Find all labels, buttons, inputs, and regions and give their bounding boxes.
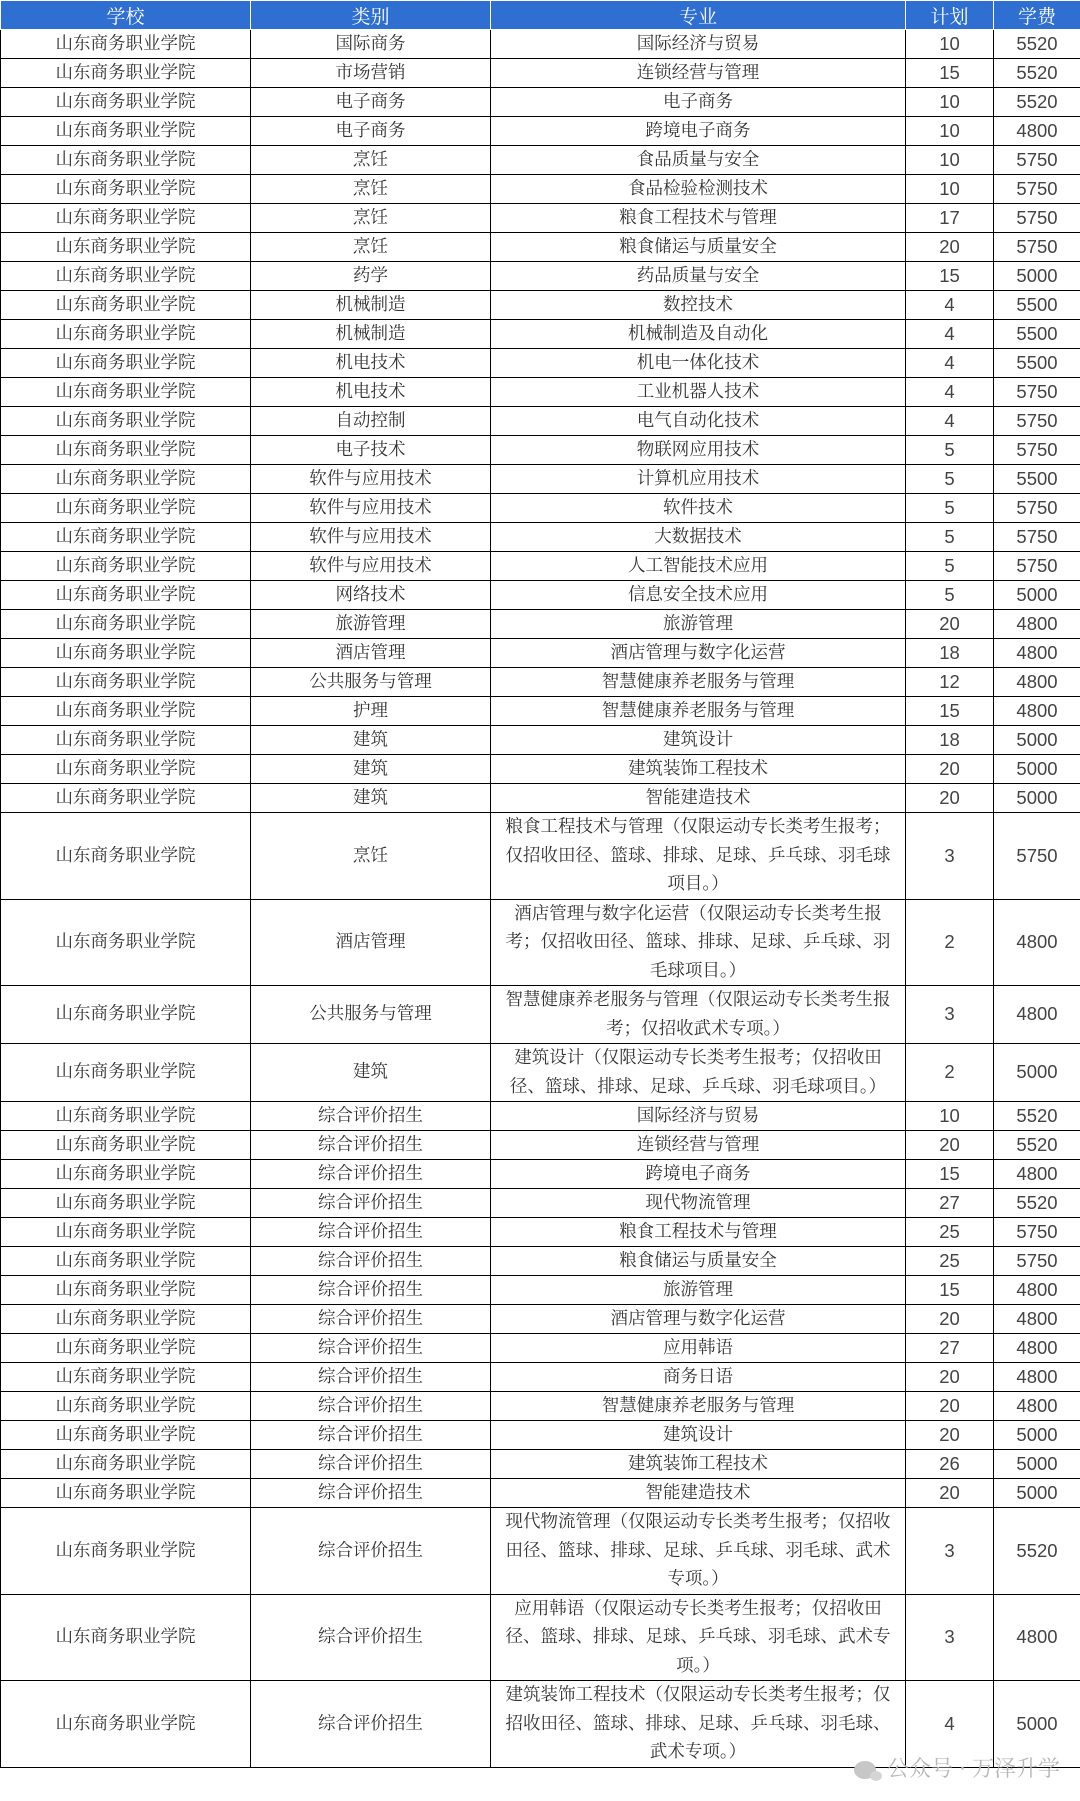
cell-category: 综合评价招生 [251,1247,491,1276]
table-row [1,784,1080,813]
table-row [1,581,1080,610]
cell-major: 智能建造技术 [491,1479,906,1508]
cell-school: 山东商务职业学院 [1,88,251,117]
cell-plan: 18 [906,639,994,668]
cell-major: 大数据技术 [491,523,906,552]
cell-plan: 4 [906,349,994,378]
cell-fee: 5520 [994,59,1080,88]
cell-plan: 10 [906,146,994,175]
table-row [1,1305,1080,1334]
cell-major: 物联网应用技术 [491,436,906,465]
cell-school: 山东商务职业学院 [1,668,251,697]
cell-school: 山东商务职业学院 [1,436,251,465]
cell-major: 机械制造及自动化 [491,320,906,349]
cell-category: 烹饪 [251,233,491,262]
cell-school: 山东商务职业学院 [1,1044,251,1102]
cell-plan: 3 [906,1508,994,1595]
cell-plan: 5 [906,552,994,581]
cell-plan: 27 [906,1189,994,1218]
table-header-row [1,1,1080,30]
cell-major: 药品质量与安全 [491,262,906,291]
cell-major: 计算机应用技术 [491,465,906,494]
cell-plan: 15 [906,1160,994,1189]
cell-school: 山东商务职业学院 [1,986,251,1044]
cell-category: 机械制造 [251,320,491,349]
cell-major: 信息安全技术应用 [491,581,906,610]
cell-category: 网络技术 [251,581,491,610]
cell-school: 山东商务职业学院 [1,1508,251,1595]
cell-fee: 5750 [994,552,1080,581]
table-row [1,986,1080,1044]
cell-fee: 4800 [994,1160,1080,1189]
cell-fee: 4800 [994,1594,1080,1681]
cell-fee: 5000 [994,262,1080,291]
cell-school: 山东商务职业学院 [1,291,251,320]
cell-major: 智慧健康养老服务与管理 [491,1392,906,1421]
cell-category: 机电技术 [251,378,491,407]
cell-fee: 5750 [994,436,1080,465]
cell-school: 山东商务职业学院 [1,581,251,610]
cell-school: 山东商务职业学院 [1,697,251,726]
cell-plan: 3 [906,813,994,900]
cell-fee: 4800 [994,986,1080,1044]
cell-fee: 4800 [994,639,1080,668]
cell-major: 智慧健康养老服务与管理（仅限运动专长类考生报考；仅招收武术专项。） [491,986,906,1044]
cell-major: 应用韩语 [491,1334,906,1363]
table-row [1,726,1080,755]
cell-fee: 5750 [994,204,1080,233]
cell-major: 酒店管理与数字化运营（仅限运动专长类考生报考；仅招收田径、篮球、排球、足球、乒乓球、羽毛球项目。） [491,899,906,986]
table-row [1,494,1080,523]
cell-plan: 20 [906,1421,994,1450]
table-row [1,407,1080,436]
cell-plan: 5 [906,494,994,523]
table-row [1,639,1080,668]
cell-school: 山东商务职业学院 [1,1363,251,1392]
cell-plan: 10 [906,30,994,59]
table-row [1,899,1080,986]
cell-school: 山东商务职业学院 [1,233,251,262]
header-major: 专业 [491,1,906,30]
cell-category: 综合评价招生 [251,1594,491,1681]
cell-category: 电子商务 [251,88,491,117]
table-row [1,1276,1080,1305]
cell-school: 山东商务职业学院 [1,1479,251,1508]
cell-category: 建筑 [251,1044,491,1102]
cell-category: 综合评价招生 [251,1450,491,1479]
cell-fee: 5750 [994,523,1080,552]
cell-school: 山东商务职业学院 [1,320,251,349]
cell-plan: 20 [906,1392,994,1421]
cell-fee: 4800 [994,697,1080,726]
cell-category: 综合评价招生 [251,1508,491,1595]
table-row [1,88,1080,117]
cell-category: 酒店管理 [251,899,491,986]
table-row [1,204,1080,233]
cell-school: 山东商务职业学院 [1,1305,251,1334]
cell-major: 建筑设计 [491,726,906,755]
cell-plan: 5 [906,436,994,465]
cell-plan: 3 [906,986,994,1044]
cell-school: 山东商务职业学院 [1,1102,251,1131]
cell-fee: 5750 [994,233,1080,262]
cell-category: 综合评价招生 [251,1421,491,1450]
cell-category: 软件与应用技术 [251,523,491,552]
cell-category: 综合评价招生 [251,1305,491,1334]
cell-major: 建筑装饰工程技术 [491,755,906,784]
table-row [1,1160,1080,1189]
cell-category: 综合评价招生 [251,1189,491,1218]
cell-fee: 5520 [994,1508,1080,1595]
cell-category: 综合评价招生 [251,1276,491,1305]
cell-school: 山东商务职业学院 [1,146,251,175]
cell-category: 自动控制 [251,407,491,436]
cell-category: 烹饪 [251,204,491,233]
cell-major: 跨境电子商务 [491,117,906,146]
cell-school: 山东商务职业学院 [1,1392,251,1421]
cell-fee: 4800 [994,117,1080,146]
table-row [1,1131,1080,1160]
cell-fee: 5520 [994,1131,1080,1160]
cell-school: 山东商务职业学院 [1,552,251,581]
table-row [1,349,1080,378]
table-row [1,117,1080,146]
cell-major: 建筑设计（仅限运动专长类考生报考；仅招收田径、篮球、排球、足球、乒乓球、羽毛球项目。） [491,1044,906,1102]
table-row [1,175,1080,204]
cell-fee: 5520 [994,1102,1080,1131]
cell-category: 综合评价招生 [251,1160,491,1189]
cell-plan: 2 [906,1044,994,1102]
cell-plan: 4 [906,320,994,349]
cell-school: 山东商务职业学院 [1,1421,251,1450]
cell-major: 现代物流管理（仅限运动专长类考生报考；仅招收田径、篮球、排球、足球、乒乓球、羽毛球、武术专项。） [491,1508,906,1595]
table-row [1,30,1080,59]
header-plan: 计划 [906,1,994,30]
table-row [1,1594,1080,1681]
cell-category: 烹饪 [251,813,491,900]
cell-category: 建筑 [251,726,491,755]
table-row [1,1508,1080,1595]
cell-school: 山东商务职业学院 [1,1594,251,1681]
cell-school: 山东商务职业学院 [1,1160,251,1189]
cell-fee: 5750 [994,494,1080,523]
cell-plan: 5 [906,465,994,494]
cell-category: 公共服务与管理 [251,668,491,697]
cell-plan: 4 [906,407,994,436]
cell-fee: 4800 [994,1363,1080,1392]
cell-major: 建筑装饰工程技术（仅限运动专长类考生报考；仅招收田径、篮球、排球、足球、乒乓球、羽毛球、武术专项。） [491,1681,906,1768]
cell-major: 旅游管理 [491,1276,906,1305]
cell-plan: 12 [906,668,994,697]
cell-plan: 20 [906,755,994,784]
cell-category: 软件与应用技术 [251,465,491,494]
cell-category: 国际商务 [251,30,491,59]
cell-major: 酒店管理与数字化运营 [491,1305,906,1334]
cell-school: 山东商务职业学院 [1,899,251,986]
table-row [1,610,1080,639]
cell-fee: 5500 [994,291,1080,320]
cell-category: 市场营销 [251,59,491,88]
cell-category: 电子商务 [251,117,491,146]
cell-category: 综合评价招生 [251,1479,491,1508]
cell-major: 数控技术 [491,291,906,320]
table-row [1,1681,1080,1768]
cell-school: 山东商务职业学院 [1,610,251,639]
cell-fee: 5000 [994,726,1080,755]
cell-school: 山东商务职业学院 [1,1131,251,1160]
cell-school: 山东商务职业学院 [1,204,251,233]
cell-plan: 18 [906,726,994,755]
cell-fee: 5520 [994,30,1080,59]
table-row [1,1044,1080,1102]
cell-major: 软件技术 [491,494,906,523]
cell-category: 药学 [251,262,491,291]
cell-plan: 2 [906,899,994,986]
header-category: 类别 [251,1,491,30]
table-body [1,30,1080,1768]
cell-major: 粮食储运与质量安全 [491,233,906,262]
cell-fee: 5000 [994,1044,1080,1102]
cell-category: 电子技术 [251,436,491,465]
cell-fee: 5000 [994,1681,1080,1768]
cell-school: 山东商务职业学院 [1,523,251,552]
cell-plan: 20 [906,784,994,813]
cell-school: 山东商务职业学院 [1,639,251,668]
cell-major: 粮食工程技术与管理 [491,204,906,233]
cell-fee: 5750 [994,175,1080,204]
cell-major: 粮食工程技术与管理 [491,1218,906,1247]
cell-plan: 10 [906,88,994,117]
cell-major: 建筑装饰工程技术 [491,1450,906,1479]
cell-school: 山东商务职业学院 [1,117,251,146]
cell-school: 山东商务职业学院 [1,175,251,204]
table-row [1,465,1080,494]
cell-school: 山东商务职业学院 [1,1247,251,1276]
watermark-separator: · [958,1757,966,1782]
cell-major: 智慧健康养老服务与管理 [491,697,906,726]
cell-plan: 20 [906,233,994,262]
cell-major: 食品检验检测技术 [491,175,906,204]
cell-major: 旅游管理 [491,610,906,639]
cell-major: 人工智能技术应用 [491,552,906,581]
cell-plan: 15 [906,262,994,291]
cell-school: 山东商务职业学院 [1,378,251,407]
cell-major: 粮食工程技术与管理（仅限运动专长类考生报考；仅招收田径、篮球、排球、足球、乒乓球、羽毛球项目。） [491,813,906,900]
cell-school: 山东商务职业学院 [1,1189,251,1218]
cell-category: 酒店管理 [251,639,491,668]
cell-fee: 5500 [994,349,1080,378]
cell-major: 建筑设计 [491,1421,906,1450]
watermark-name: 万泽升学 [971,1757,1060,1782]
cell-fee: 5520 [994,1189,1080,1218]
table-row [1,523,1080,552]
cell-plan: 4 [906,1681,994,1768]
cell-category: 建筑 [251,784,491,813]
table-row [1,1247,1080,1276]
cell-major: 电气自动化技术 [491,407,906,436]
cell-plan: 4 [906,378,994,407]
table-row [1,146,1080,175]
cell-fee: 4800 [994,1334,1080,1363]
cell-major: 应用韩语（仅限运动专长类考生报考；仅招收田径、篮球、排球、足球、乒乓球、羽毛球、武术专项。） [491,1594,906,1681]
table-row [1,755,1080,784]
cell-school: 山东商务职业学院 [1,262,251,291]
table-row [1,697,1080,726]
cell-school: 山东商务职业学院 [1,784,251,813]
cell-school: 山东商务职业学院 [1,349,251,378]
cell-fee: 5750 [994,378,1080,407]
cell-category: 综合评价招生 [251,1218,491,1247]
watermark-label: 公众号 [886,1757,953,1782]
cell-fee: 5000 [994,755,1080,784]
cell-category: 综合评价招生 [251,1392,491,1421]
cell-major: 智慧健康养老服务与管理 [491,668,906,697]
table-row [1,291,1080,320]
cell-fee: 5000 [994,784,1080,813]
table-row [1,552,1080,581]
cell-plan: 10 [906,117,994,146]
cell-school: 山东商务职业学院 [1,1276,251,1305]
cell-category: 机械制造 [251,291,491,320]
cell-plan: 5 [906,581,994,610]
cell-major: 工业机器人技术 [491,378,906,407]
cell-major: 跨境电子商务 [491,1160,906,1189]
cell-plan: 10 [906,1102,994,1131]
header-school: 学校 [1,1,251,30]
cell-plan: 15 [906,59,994,88]
cell-school: 山东商务职业学院 [1,1218,251,1247]
table-row [1,320,1080,349]
table-row [1,668,1080,697]
cell-plan: 20 [906,610,994,639]
cell-major: 粮食储运与质量安全 [491,1247,906,1276]
cell-major: 酒店管理与数字化运营 [491,639,906,668]
table-row [1,1479,1080,1508]
cell-school: 山东商务职业学院 [1,755,251,784]
table-row [1,1392,1080,1421]
cell-fee: 5500 [994,465,1080,494]
header-fee: 学费 [994,1,1080,30]
cell-school: 山东商务职业学院 [1,726,251,755]
cell-plan: 17 [906,204,994,233]
cell-category: 综合评价招生 [251,1334,491,1363]
cell-plan: 25 [906,1247,994,1276]
cell-plan: 3 [906,1594,994,1681]
cell-fee: 5750 [994,1247,1080,1276]
cell-plan: 20 [906,1131,994,1160]
cell-fee: 4800 [994,1276,1080,1305]
cell-category: 综合评价招生 [251,1363,491,1392]
table-row [1,1334,1080,1363]
cell-plan: 25 [906,1218,994,1247]
cell-category: 建筑 [251,755,491,784]
cell-school: 山东商务职业学院 [1,1681,251,1768]
table-row [1,813,1080,900]
cell-school: 山东商务职业学院 [1,1450,251,1479]
cell-category: 烹饪 [251,146,491,175]
cell-plan: 20 [906,1363,994,1392]
cell-fee: 5750 [994,1218,1080,1247]
cell-category: 软件与应用技术 [251,494,491,523]
cell-major: 现代物流管理 [491,1189,906,1218]
cell-category: 综合评价招生 [251,1102,491,1131]
cell-major: 食品质量与安全 [491,146,906,175]
cell-category: 机电技术 [251,349,491,378]
cell-category: 旅游管理 [251,610,491,639]
cell-plan: 20 [906,1479,994,1508]
table-row [1,436,1080,465]
cell-school: 山东商务职业学院 [1,813,251,900]
cell-fee: 5750 [994,407,1080,436]
cell-school: 山东商务职业学院 [1,407,251,436]
cell-major: 连锁经营与管理 [491,59,906,88]
cell-category: 烹饪 [251,175,491,204]
table-row [1,1450,1080,1479]
cell-major: 电子商务 [491,88,906,117]
cell-fee: 5520 [994,88,1080,117]
cell-fee: 4800 [994,1392,1080,1421]
cell-school: 山东商务职业学院 [1,59,251,88]
table-row [1,1218,1080,1247]
cell-school: 山东商务职业学院 [1,494,251,523]
cell-plan: 10 [906,175,994,204]
cell-plan: 15 [906,697,994,726]
cell-fee: 5750 [994,813,1080,900]
table-row [1,233,1080,262]
cell-fee: 4800 [994,1305,1080,1334]
cell-major: 连锁经营与管理 [491,1131,906,1160]
cell-fee: 5750 [994,146,1080,175]
cell-fee: 5000 [994,1479,1080,1508]
table-row [1,262,1080,291]
cell-fee: 4800 [994,899,1080,986]
cell-category: 护理 [251,697,491,726]
cell-plan: 5 [906,523,994,552]
cell-fee: 4800 [994,610,1080,639]
cell-major: 国际经济与贸易 [491,30,906,59]
cell-school: 山东商务职业学院 [1,30,251,59]
cell-plan: 27 [906,1334,994,1363]
cell-school: 山东商务职业学院 [1,465,251,494]
table-row [1,378,1080,407]
table-row [1,1102,1080,1131]
cell-fee: 5000 [994,1421,1080,1450]
table-row [1,1421,1080,1450]
cell-plan: 26 [906,1450,994,1479]
cell-category: 综合评价招生 [251,1681,491,1768]
cell-category: 综合评价招生 [251,1131,491,1160]
table-row [1,1189,1080,1218]
cell-plan: 15 [906,1276,994,1305]
table-row [1,1363,1080,1392]
cell-category: 软件与应用技术 [251,552,491,581]
cell-fee: 5500 [994,320,1080,349]
cell-plan: 20 [906,1305,994,1334]
cell-school: 山东商务职业学院 [1,1334,251,1363]
table-row [1,59,1080,88]
cell-fee: 5000 [994,1450,1080,1479]
cell-category: 公共服务与管理 [251,986,491,1044]
cell-plan: 4 [906,291,994,320]
cell-major: 机电一体化技术 [491,349,906,378]
cell-fee: 4800 [994,668,1080,697]
cell-major: 国际经济与贸易 [491,1102,906,1131]
cell-fee: 5000 [994,581,1080,610]
cell-major: 商务日语 [491,1363,906,1392]
cell-major: 智能建造技术 [491,784,906,813]
